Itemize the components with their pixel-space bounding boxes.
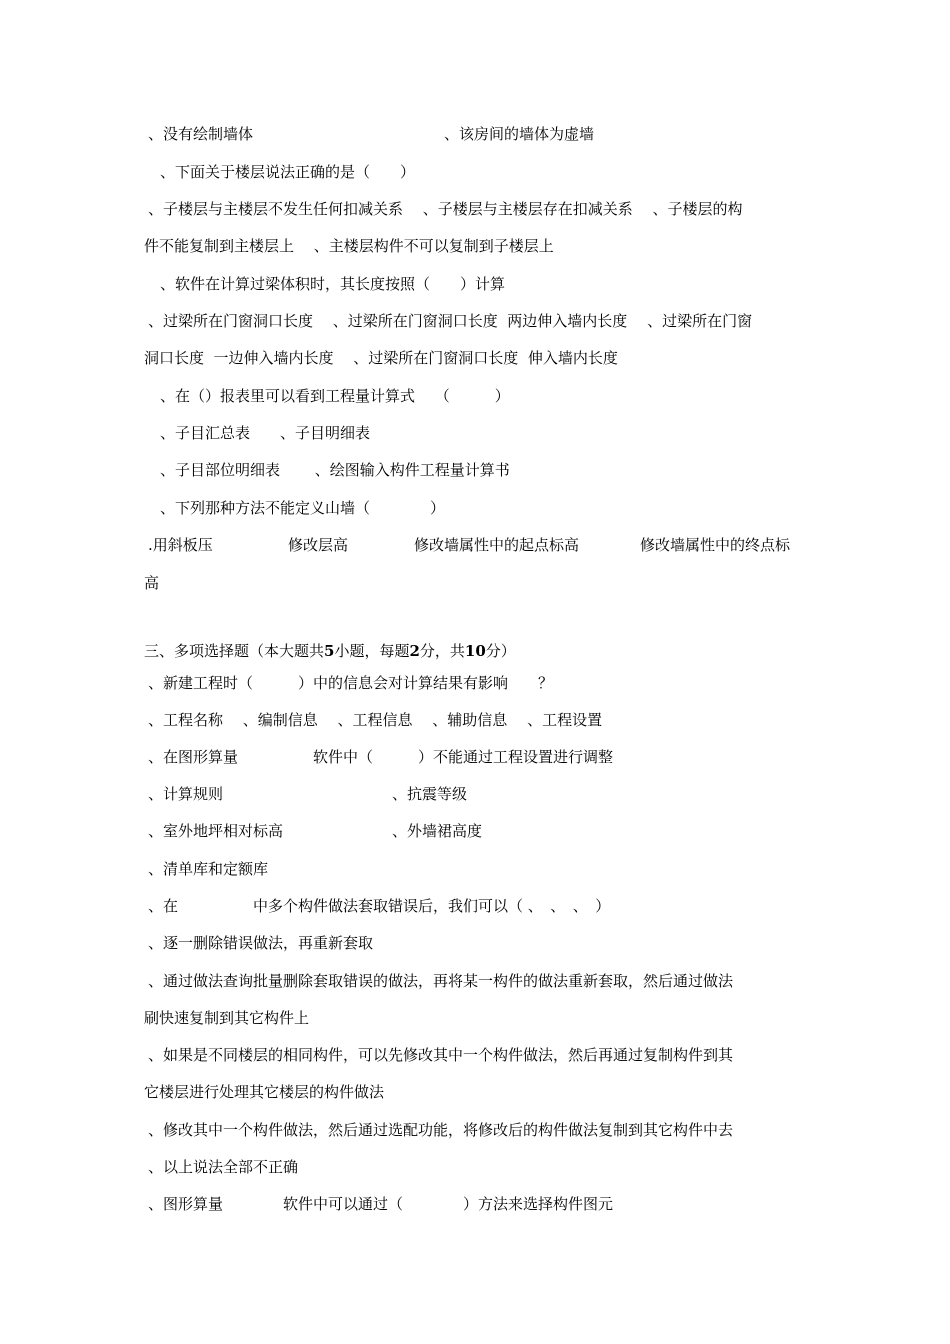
option-line: 修改墙属性中的终点标	[640, 536, 791, 554]
option-line: 、没有绘制墙体	[148, 125, 254, 143]
option-line: 、室外地坪相对标高	[148, 822, 284, 840]
section-heading-number: 2	[409, 642, 420, 660]
option-line: 、修改其中一个构件做法，然后通过选配功能，将修改后的构件做法复制到其它构件中去	[148, 1121, 734, 1139]
question-line: 、在 中多个构件做法套取错误后，我们可以（ 、 、 、 ）	[148, 897, 611, 915]
option-line: .用斜板压	[148, 536, 213, 554]
option-line: 、通过做法查询批量删除套取错误的做法，再将某一构件的做法重新套取，然后通过做法	[148, 972, 734, 990]
option-line: 、计算规则	[148, 785, 224, 803]
option-line: 件不能复制到主楼层上 、主楼层构件不可以复制到子楼层上	[144, 237, 554, 255]
section-heading-number: 5	[324, 642, 335, 660]
option-line: 、抗震等级	[392, 785, 468, 803]
question-line: 、下列那种方法不能定义山墙（ ）	[160, 499, 446, 517]
option-line: 、子目汇总表 、子目明细表	[160, 424, 371, 442]
option-line: 、以上说法全部不正确	[148, 1158, 299, 1176]
option-line: 、该房间的墙体为虚墙	[444, 125, 595, 143]
question-line: 、新建工程时（ ）中的信息会对计算结果有影响 ？	[148, 674, 554, 692]
option-line: 、外墙裙高度	[392, 822, 483, 840]
section-heading-part: 分，共	[419, 642, 465, 660]
option-line: 高	[144, 574, 160, 592]
option-line: 修改墙属性中的起点标高	[414, 536, 580, 554]
option-line: 、如果是不同楼层的相同构件，可以先修改其中一个构件做法，然后再通过复制构件到其	[148, 1046, 734, 1064]
option-line: 、过梁所在门窗洞口长度 、过梁所在门窗洞口长度 两边伸入墙内长度 、过梁所在门窗	[148, 312, 753, 330]
question-line: 、下面关于楼层说法正确的是（ ）	[160, 163, 416, 181]
option-line: 、清单库和定额库	[148, 860, 269, 878]
question-line: 、在图形算量 软件中（ ）不能通过工程设置进行调整	[148, 748, 614, 766]
option-line: 修改层高	[288, 536, 349, 554]
section-heading-part: 分）	[485, 642, 516, 660]
section-heading-number: 10	[464, 642, 486, 660]
section-heading-part: 三、多项选择题（本大题共	[144, 642, 325, 660]
option-line: 、子楼层与主楼层不发生任何扣减关系 、子楼层与主楼层存在扣减关系 、子楼层的构	[148, 200, 743, 218]
option-line: 、工程名称 、编制信息 、工程信息 、辅助信息 、工程设置	[148, 711, 603, 729]
option-line: 刷快速复制到其它构件上	[144, 1009, 310, 1027]
option-line: 它楼层进行处理其它楼层的构件做法	[144, 1083, 385, 1101]
option-line: 洞口长度 一边伸入墙内长度 、过梁所在门窗洞口长度 伸入墙内长度	[144, 349, 618, 367]
option-line: 、逐一删除错误做法，再重新套取	[148, 934, 374, 952]
question-line: 、软件在计算过梁体积时，其长度按照（ ）计算	[160, 275, 506, 293]
option-line: 、子目部位明细表 、绘图输入构件工程量计算书	[160, 461, 510, 479]
question-line: 、在（）报表里可以看到工程量计算式 （ ）	[160, 387, 510, 405]
section-heading	[144, 641, 516, 661]
section-heading-part: 小题，每题	[334, 642, 410, 660]
question-line: 、图形算量 软件中可以通过（ ）方法来选择构件图元	[148, 1195, 614, 1213]
